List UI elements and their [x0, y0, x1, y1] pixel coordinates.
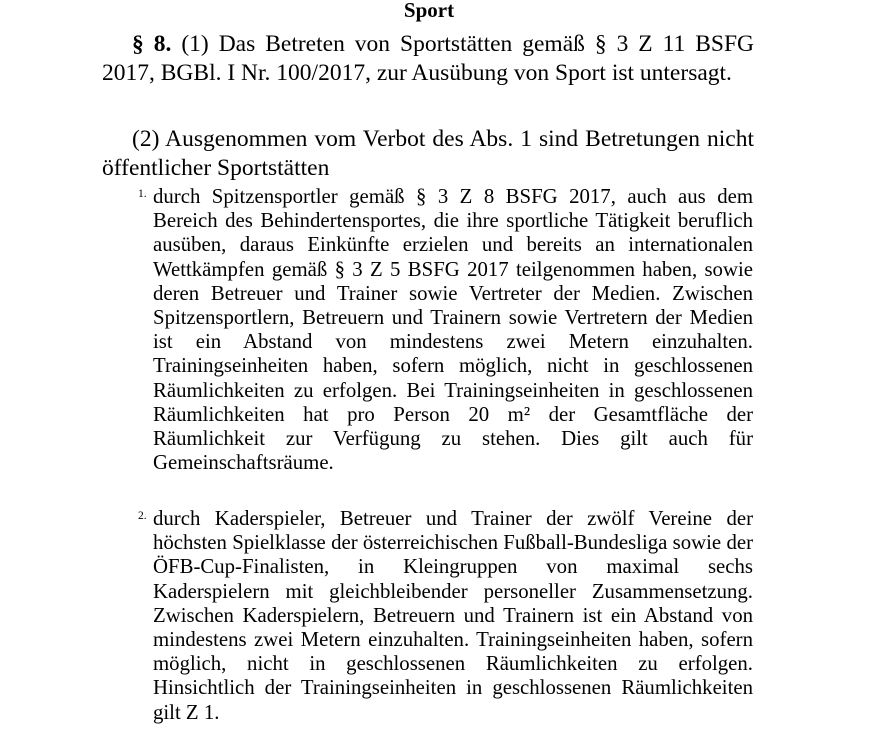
paragraph-1-text: (1) Das Betreten von Sportstätten gemäß § 3 Z 11 BSFG 2017, BGBl. I Nr. 100/2017, zur Ausübung von Sport ist untersagt. [102, 31, 755, 86]
list-item-text: durch Spitzensportler gemäß § 3 Z 8 BSFG 2017, auch aus dem Bereich des Behindertensportes, die ihre sportliche Tätigkeit beruflich ausüben, daraus Einkünfte erzielen und bereits an internationalen Wettkämpfen gemäß § 3 Z 5 BSFG 2017 teilgenommen haben, sowie deren Betreuer und Trainer sowie Vertreter der Medien. Zwischen Spitzensportlern, Betreuern und Trainern sowie Vertretern der Medien ist ein Abstand von mindestens zwei Metern einzuhalten. Trainingseinheiten haben, sofern möglich, nicht in geschlossenen Räumlichkeiten zu erfolgen. Bei Trainingseinheiten in geschlossenen Räumlichkeiten hat pro Person 20 m² der Gesamtfläche der Räumlichkeit zur Verfügung zu stehen. Dies gilt auch für Gemeinschaftsräume. [153, 185, 753, 475]
list-item-text: durch Kaderspieler, Betreuer und Trainer der zwölf Vereine der höchsten Spielklasse der österreichischen Fußball-Bundesliga sowie der ÖFB-Cup-Finalisten, in Kleingruppen von maximal sechs Kaderspielern mit gleichbleibender personeller Zusammensetzung. Zwischen Kaderspielern, Betreuern und Trainern ist ein Abstand von mindestens zwei Metern einzuhalten. Trainingseinheiten haben, sofern möglich, nicht in geschlossenen Räumlichkeiten zu erfolgen. Hinsichtlich der Trainingseinheiten in geschlossenen Räumlichkeiten gilt Z 1. [153, 507, 753, 724]
list-item-number: 1. [138, 188, 147, 200]
list-item-1 [138, 185, 753, 475]
section-heading: Sport [403, 0, 455, 22]
list-item-2 [138, 507, 753, 725]
paragraph-number: § 8. [132, 31, 172, 57]
list-item-number: 2. [138, 510, 147, 522]
paragraph-1 [102, 30, 754, 88]
paragraph-2: (2) Ausgenommen vom Verbot des Abs. 1 sind Betretungen nicht öffentlicher Sportstätten [102, 126, 754, 181]
